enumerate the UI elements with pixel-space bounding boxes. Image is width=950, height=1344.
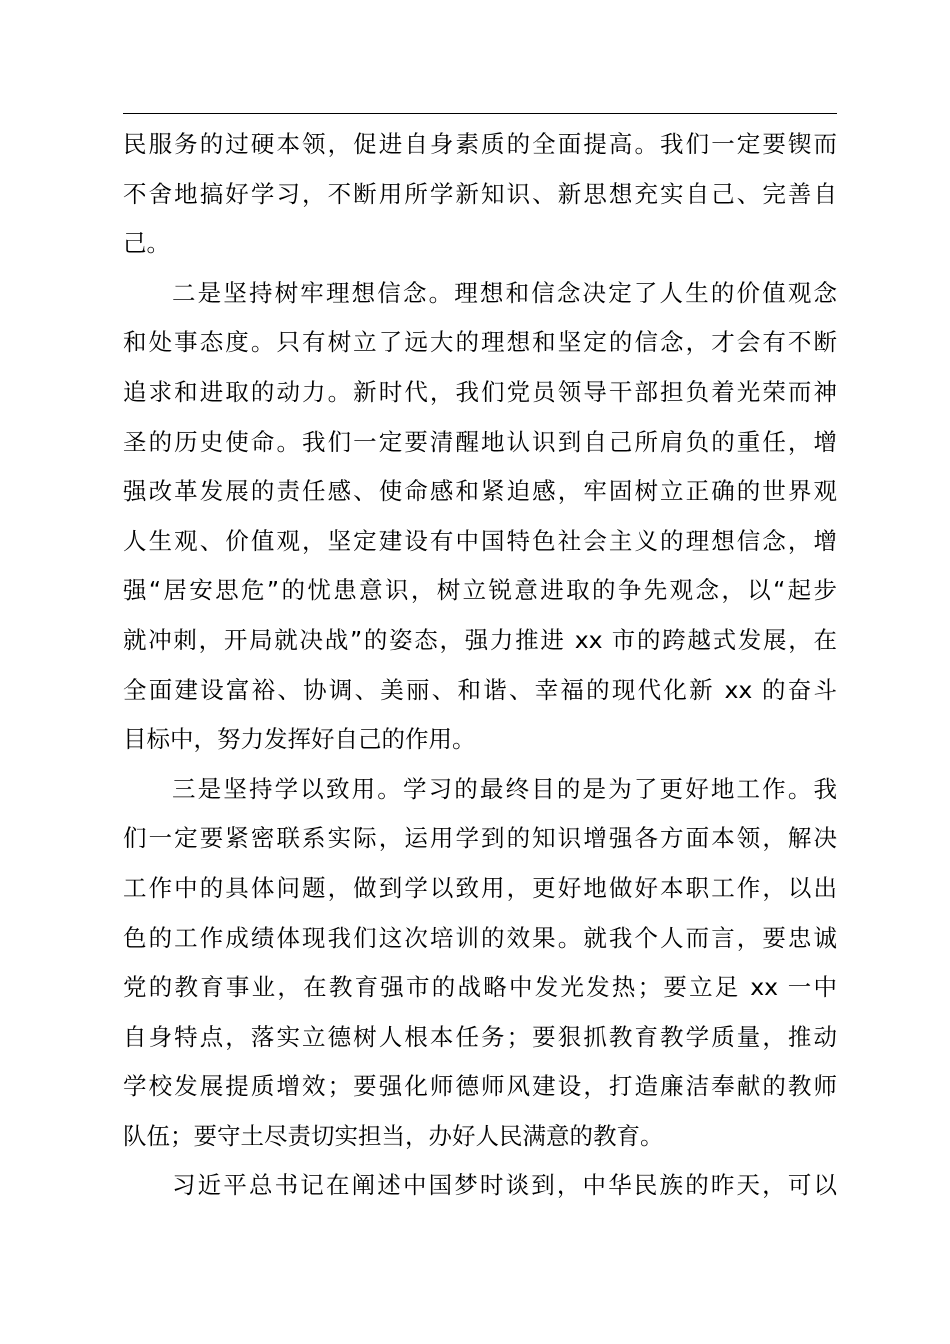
text-line: 圣的历史使命。我们一定要清醒地认识到自己所肩负的重任，增 bbox=[123, 427, 837, 456]
text-line: 们一定要紧密联系实际，运用学到的知识增强各方面本领，解决 bbox=[123, 824, 837, 853]
text-line: 己。 bbox=[123, 229, 170, 258]
text-line: 学校发展提质增效；要强化师德师风建设，打造廉洁奉献的教师 bbox=[123, 1072, 837, 1101]
text-line: 自身特点，落实立德树人根本任务；要狠抓教育教学质量，推动 bbox=[123, 1022, 837, 1051]
text-line: 目标中，努力发挥好自己的作用。 bbox=[123, 725, 476, 754]
text-line: 队伍；要守土尽责切实担当，办好人民满意的教育。 bbox=[123, 1121, 664, 1150]
paragraph-start-line: 三是坚持学以致用。学习的最终目的是为了更好地工作。我 bbox=[172, 774, 837, 803]
text-line: 党的教育事业，在教育强市的战略中发光发热；要立足 xx 一中 bbox=[123, 973, 837, 1002]
text-line: 民服务的过硬本领，促进自身素质的全面提高。我们一定要锲而 bbox=[123, 130, 837, 158]
text-line: 就冲刺，开局就决战”的姿态，强力推进 xx 市的跨越式发展，在 bbox=[123, 625, 837, 654]
body-text bbox=[123, 120, 837, 1211]
text-line: 强改革发展的责任感、使命感和紧迫感，牢固树立正确的世界观 bbox=[123, 477, 837, 506]
text-line: 全面建设富裕、协调、美丽、和谐、幸福的现代化新 xx 的奋斗 bbox=[123, 675, 837, 704]
text-line: 人生观、价值观，坚定建设有中国特色社会主义的理想信念，增 bbox=[123, 526, 837, 555]
text-line: 色的工作成绩体现我们这次培训的效果。就我个人而言，要忠诚 bbox=[123, 923, 837, 952]
text-line: 不舍地搞好学习，不断用所学新知识、新思想充实自己、完善自 bbox=[123, 179, 837, 208]
paragraph-start-line: 习近平总书记在阐述中国梦时谈到，中华民族的昨天，可以 bbox=[172, 1171, 837, 1200]
text-line: 强“居安思危”的忧患意识，树立锐意进取的争先观念，以“起步 bbox=[123, 576, 837, 605]
text-line: 工作中的具体问题，做到学以致用，更好地做好本职工作，以出 bbox=[123, 873, 837, 902]
text-line: 和处事态度。只有树立了远大的理想和坚定的信念，才会有不断 bbox=[123, 328, 837, 357]
paragraph-start-line: 二是坚持树牢理想信念。理想和信念决定了人生的价值观念 bbox=[172, 278, 837, 307]
header-rule bbox=[123, 113, 837, 114]
text-line: 追求和进取的动力。新时代，我们党员领导干部担负着光荣而神 bbox=[123, 377, 837, 406]
